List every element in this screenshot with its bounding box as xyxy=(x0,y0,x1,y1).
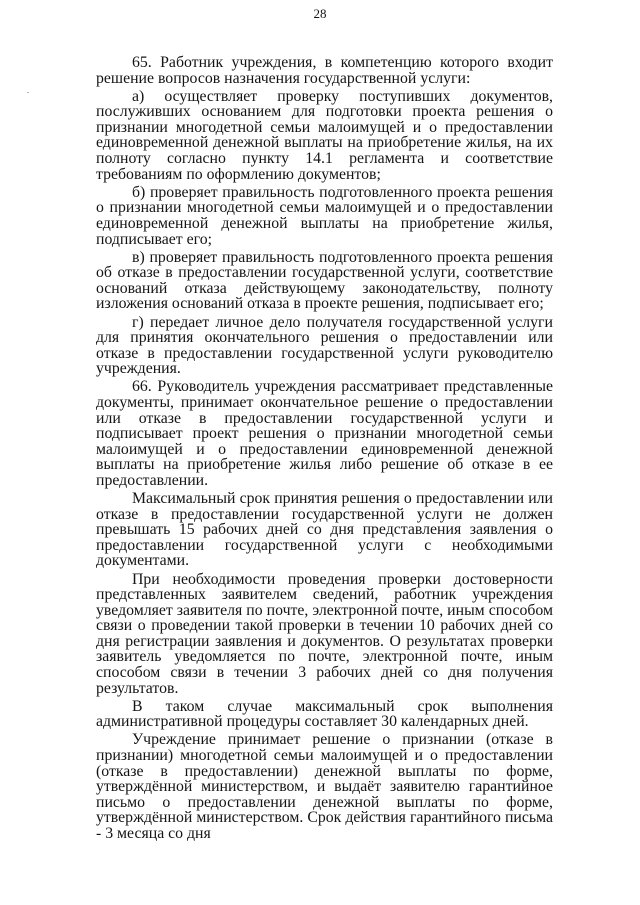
page-number: 28 xyxy=(313,6,327,21)
margin-mark xyxy=(27,92,29,93)
paragraph-verification: При необходимости проведения проверки достоверности представленных заявителем сведений, работник учреждения уведомляет заявителя по почте, электронной почте, иным способом связи о проведении такой проверки в течении 10 рабочих дней со дня регистрации заявления и документов. О результатах проверки заявитель уведомляется по почте, электронной почте, иным способом связи в течении 3 рабочих дней со дня получения результатов. xyxy=(96,570,553,697)
paragraph-65-a: а) осуществляет проверку поступивших документов, послуживших основанием для подготовки проекта решения о признании многодетной семьи малоимущей и о предоставлении единовременной денежной выплаты на приобретение жилья, на их полноту согласно пункту 14.1 регламента и соответствие требованиям по оформлению документов; xyxy=(96,87,553,183)
paragraph-65-g: г) передает личное дело получателя государственной услуги для принятия окончательного решения о предоставлении или отказе в предоставлении государственной услуги руководителю учреждения. xyxy=(96,313,553,378)
paragraph-extended-term: В таком случае максимальный срок выполнения административной процедуры составляет 30 календарных дней. xyxy=(96,697,553,731)
paragraph-65-b: б) проверяет правильность подготовленного проекта решения о признании многодетной семьи малоимущей и о предоставлении единовременной денежной выплаты на приобретение жилья, подписывает его; xyxy=(96,183,553,248)
paragraph-max-term: Максимальный срок принятия решения о предоставлении или отказе в предоставлении государственной услуги не должен превышать 15 рабочих дней со дня представления заявления о предоставлении государственной услуги с необходимыми документами. xyxy=(96,490,553,570)
document-body xyxy=(96,55,553,842)
paragraph-65-intro: 65. Работник учреждения, в компетенцию которого входит решение вопросов назначения государственной услуги: xyxy=(96,54,553,87)
paragraph-65-v: в) проверяет правильность подготовленного проекта решения об отказе в предоставлении государственной услуги, соответствие оснований отказа действующему законодательству, полноту изложения оснований отказа в проекте решения, подписывает его; xyxy=(96,248,553,313)
paragraph-66: 66. Руководитель учреждения рассматривает представленные документы, принимает окончательное решение о предоставлении или отказе в предоставлении государственной услуги и подписывает проект решения о признании многодетной семьи малоимущей и о предоставлении единовременной денежной выплаты на приобретение жилья либо решение об отказе в ее предоставлении. xyxy=(96,378,553,489)
paragraph-decision: Учреждение принимает решение о признании (отказе в признании) многодетной семьи малоимущей и о предоставлении (отказе в предоставлении) денежной выплаты по форме, утверждённой министерством, и выдаёт заявителю гарантийное письмо о предоставлении денежной выплаты по форме, утверждённой министерством. Срок действия гарантийного письма - 3 месяца со дня xyxy=(96,731,553,842)
